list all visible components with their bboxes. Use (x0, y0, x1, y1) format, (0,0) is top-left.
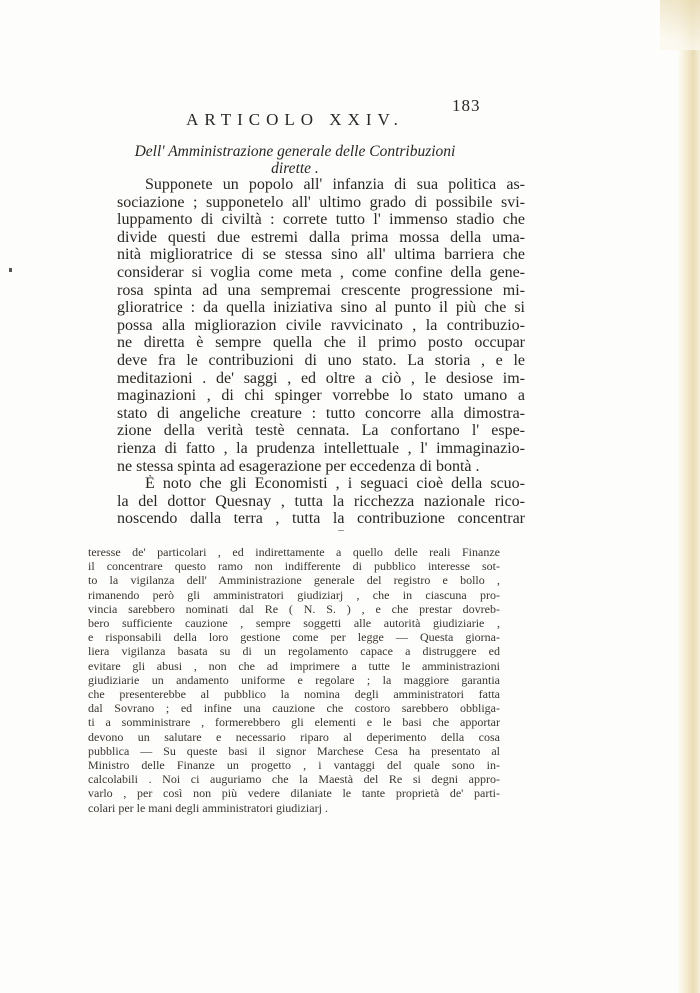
page-corner-stain (660, 0, 700, 50)
text-line: maginazioni , di chi spinger vorrebbe lo stato umano a (117, 387, 525, 405)
footnote-line: colari per le mani degli amministratori giudiziarj . (88, 800, 328, 815)
text-line: glioratrice : da quella iniziativa sino al punto il più che si (117, 299, 525, 317)
text-line: possa alla miglioraziоn civile ravvicinato , la contribuzio- (117, 316, 525, 334)
footnote-line: liera vigilanza basata su di un regolamento capace a distruggere ed (88, 644, 500, 659)
footnote-line: evitare gli abusi , non che ad imprimere a tutte le amministrazioni (88, 658, 500, 673)
article-subtitle (100, 143, 490, 177)
text-line: ne diretta è sempre quella che il primo posto occupar (117, 334, 525, 352)
footnote-line: vincia sarebbero nominati dal Re ( N. S. ) , e che prestar dovreb- (88, 601, 500, 616)
footnote-line: bero sufficiente cauzione , sempre soggetti alle autorità giudiziarie , (88, 616, 500, 631)
subtitle-line: Dell' Amministrazione generale delle Contribuzioni (134, 143, 456, 160)
text-line: luppamento di civiltà : correte tutto l' immenso stadio che (117, 211, 525, 229)
footnote-separator (338, 530, 344, 531)
text-line: È noto che gli Economisti , i seguaci cioè della scuo- (145, 475, 525, 493)
subtitle-line: dirette . (271, 160, 319, 177)
ink-speck (9, 268, 12, 272)
footnote-line: giudiziarie un andamento uniforme e regolare ; la maggiore garantia (88, 672, 500, 687)
text-line: considerar si voglia come meta , come confine della gene- (117, 263, 525, 281)
article-title: ARTICOLO XXIV. (186, 110, 404, 129)
footnote-line: e risponsabili della loro gestione come per legge — Questa giorna- (88, 630, 500, 645)
page-edge (678, 0, 700, 993)
text-line: meditazioni . de' saggi , ed oltre a ciò , le desiose im- (117, 369, 525, 387)
footnote-line: teresse de' particolari , ed indirettamente a quello delle reali Finanze (88, 545, 500, 559)
footnote-line: varlo , per così non più vedere dilaniate le tante proprietà de' parti- (88, 786, 500, 801)
footnote-line: dal Sovrano ; ed infine una cauzione che costoro sarebbero obbliga- (88, 701, 500, 716)
text-line: sociazione ; supponetelo all' ultimo grado di possibile svi- (117, 193, 525, 211)
footnote-line: calcolabili . Noi ci auguriamo che la Maestà del Re si degni appro- (88, 772, 500, 787)
footnote-line: pubblica — Su queste basi il signor Marchese Cesa ha presentato al (88, 743, 500, 758)
body-text (117, 176, 525, 528)
page-number: 183 (452, 96, 481, 115)
text-line: la del dottor Quesnay , tutta la ricchezza nazionale rico- (117, 492, 525, 510)
footnote-line: che presenterebbe al pubblico la nomina degli amministratori fatta (88, 687, 500, 702)
text-line: stato di angeliche creature : tutto concorre alla dimostra- (117, 404, 525, 422)
footnote-line: Ministro delle Finanze un progetto , i vantaggi del quale sono in- (88, 758, 500, 773)
text-line: zione della verità testè cennata. La confortano l' espe- (117, 422, 525, 440)
text-line: rienza di fatto , la prudenza intellettuale , l' immaginazio- (117, 439, 525, 457)
text-line: nità miglioratrice di se stessa sino all' ultima barriera che (117, 246, 525, 264)
footnote-line: ti a somministrare , formerebbero gli elementi e le basi che apportar (88, 715, 500, 730)
footnote-line: il concentrare questo ramo non indifferente di pubblico interesse sot- (88, 559, 500, 574)
footnote-line: to la vigilanza dell' Amministrazione generale del registro e bollo , (88, 573, 500, 588)
footnote-line: devono un salutare e necessario riparo al deperimento della cosa (88, 729, 500, 744)
text-line: noscendo dalla terra , tutta la contribuzione concentrar (117, 510, 525, 528)
footnote-line: rimanendo però gli amministratori giudiziarj , che in ciascuna pro- (88, 587, 500, 602)
text-line: Supponete un popolo all' infanzia di sua politica as- (145, 176, 525, 193)
text-line: rosa spinta ad una sempremai crescente progressione mi- (117, 281, 525, 299)
footnote-text (88, 545, 500, 815)
text-line: divide questi due estremi dalla prima mossa della uma- (117, 228, 525, 246)
text-line: ne stessa spinta ad esagerazione per eccedenza di bontà . (117, 457, 480, 475)
text-line: deve fra le contribuzioni di uno stato. La storia , e le (117, 351, 525, 369)
